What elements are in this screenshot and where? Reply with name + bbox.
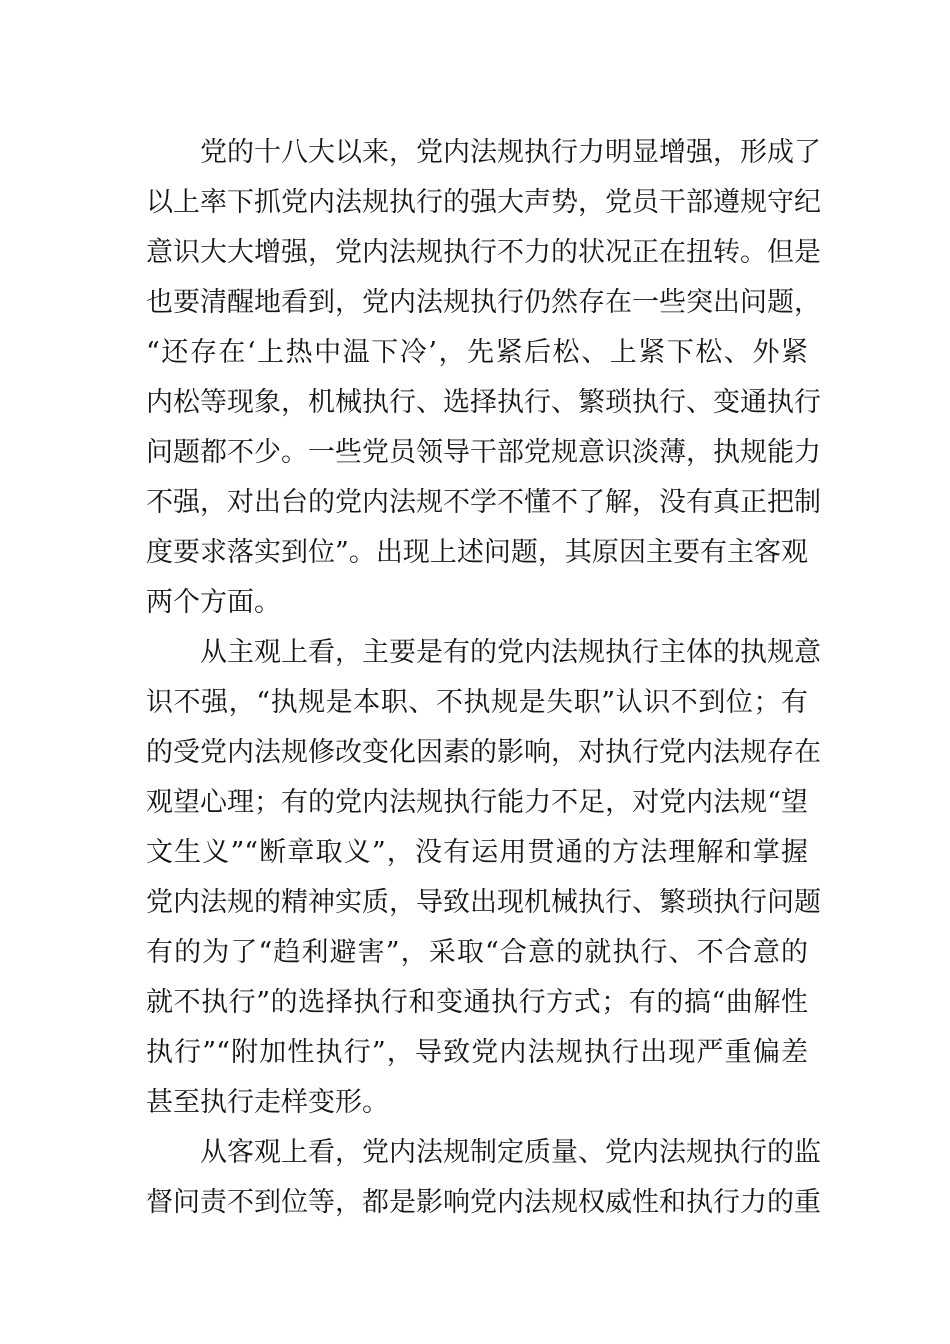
text-line: 问题都不少。一些党员领导干部党规意识淡薄，执规能力 xyxy=(146,437,821,468)
text-line: 执行”“附加性执行”，导致党内法规执行出现严重偏差 xyxy=(146,1037,808,1068)
text-line: 就不执行”的选择执行和变通执行方式；有的搞“曲解性 xyxy=(146,987,808,1018)
text-line: 文生义”“断章取义”，没有运用贯通的方法理解和掌握 xyxy=(146,837,808,868)
text-line: 从客观上看，党内法规制定质量、党内法规执行的监 xyxy=(200,1137,821,1168)
text-line: 甚至执行走样变形。 xyxy=(146,1087,389,1118)
paragraph-2 xyxy=(146,628,821,1128)
text-line: 从主观上看，主要是有的党内法规执行主体的执规意 xyxy=(200,637,821,668)
paragraph-1 xyxy=(146,128,821,628)
text-line: 不强，对出台的党内法规不学不懂不了解，没有真正把制 xyxy=(146,487,821,518)
document-body xyxy=(146,128,821,1228)
text-line: “还存在‘上热中温下冷’，先紧后松、上紧下松、外紧 xyxy=(146,337,808,368)
text-line: 内松等现象，机械执行、选择执行、繁琐执行、变通执行 xyxy=(146,387,821,418)
text-line: 的受党内法规修改变化因素的影响，对执行党内法规存在 xyxy=(146,737,821,768)
text-line: 督问责不到位等，都是影响党内法规权威性和执行力的重 xyxy=(146,1187,821,1218)
text-line: 也要清醒地看到，党内法规执行仍然存在一些突出问题， xyxy=(146,287,821,318)
text-line: 以上率下抓党内法规执行的强大声势，党员干部遵规守纪 xyxy=(146,187,821,218)
text-line: 识不强，“执规是本职、不执规是失职”认识不到位；有 xyxy=(146,687,808,718)
paragraph-3 xyxy=(146,1128,821,1228)
text-line: 意识大大增强，党内法规执行不力的状况正在扭转。但是 xyxy=(146,237,821,268)
text-line: 有的为了“趋利避害”，采取“合意的就执行、不合意的 xyxy=(146,937,808,968)
text-line: 两个方面。 xyxy=(146,587,281,618)
text-line: 观望心理；有的党内法规执行能力不足，对党内法规“望 xyxy=(146,787,808,818)
text-line: 度要求落实到位”。出现上述问题，其原因主要有主客观 xyxy=(146,537,808,568)
text-line: 党内法规的精神实质，导致出现机械执行、繁琐执行问题 xyxy=(146,887,821,918)
text-line: 党的十八大以来，党内法规执行力明显增强，形成了 xyxy=(200,137,821,168)
